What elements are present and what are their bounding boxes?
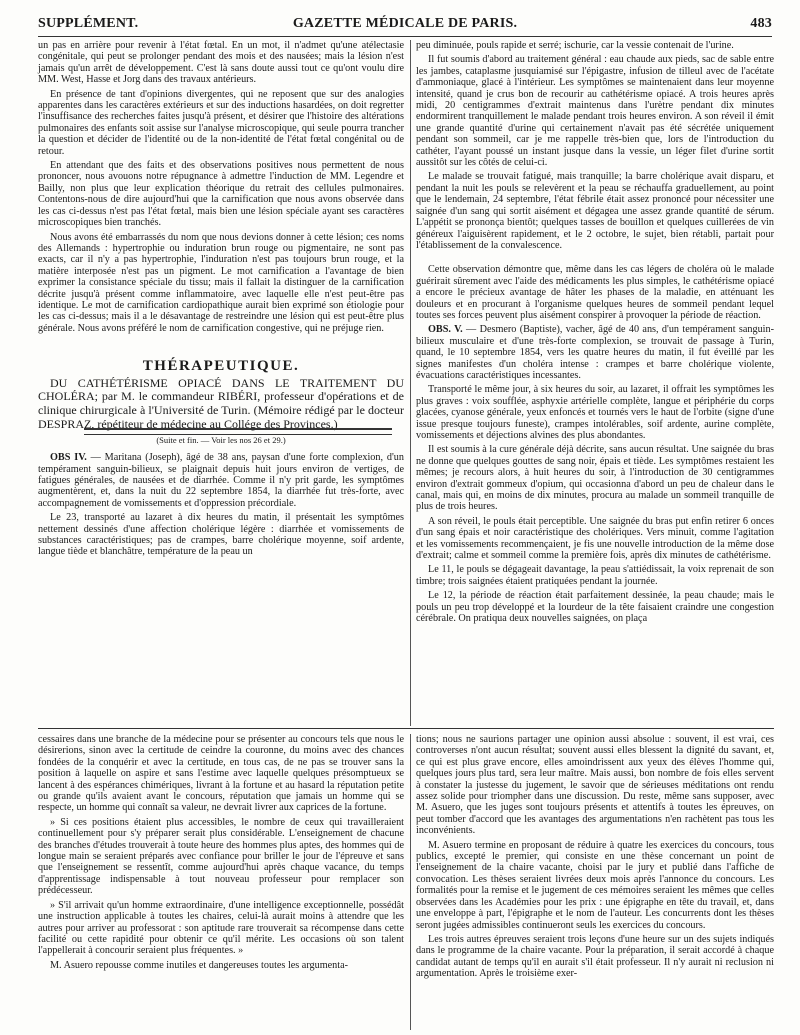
column-top-right [416,40,774,628]
paragraph: tions; nous ne saurions partager une opinion aussi absolue : souvent, il est vrai, ces controverses n'ont aucun résultat; souvent aussi elles blessent la dignité du savant, et, ce qui est plus grave encore, elles amoindrissent aux yeux des élèves l'homme qui, quelques jours plus tard, sera leur maître. Mais aussi, bon nombre de fois elles servent à constater la justesse du jugement, le savoir que de sérieuses méditations ont rendu assez solide pour triompher dans une discussion. Du reste, même sans supposer, avec M. Asuero, que les juges sont toujours présents et attentifs à toutes les épreuves, on peut tomber d'accord que les avantages des argumentations n'en rachètent pas tous les inconvénients. [416,734,774,837]
paragraph: Le 12, la période de réaction était parfaitement dessinée, la peau chaude; mais le pouls un peu trop développé et la lourdeur de la tête faisaient craindre une congestion cérébrale. On pratiqua deux nouvelles saignées, on plaça [416,590,774,625]
page-number: 483 [750,16,772,31]
article-heading: DU CATHÉTÉRISME OPIACÉ DANS LE TRAITEMENT DU CHOLÉRA; par M. le commandeur RIBÉRI, professeur d'opérations et de clinique chirurgicale à l'Université de Turin. (Mémoire rédigé par le docteur DESPRAZ, répétiteur de médecine au Collége des Provinces.) [38,375,404,431]
paragraph: M. Asuero termine en proposant de réduire à quatre les exercices du concours, tous publics, excepté le premier, qui consiste en une thèse concernant un point de l'enseignement de la chaire vacante, choisi par le jury et publié dans l'affiche de convocation. Les thèses seraient livrées deux mois après l'annonce du concours. Les formalités pour la remise et le jugement de ces mémoires seraient les mêmes que celles observées dans les Académies pour les prix : une épigraphe en tête du travail, et, dans une enveloppe à part, l'épigraphe et le nom de l'auteur. Les concurrents dont les thèses seront jugées admissibles continueront seuls les exercices du concours. [416,839,774,931]
paragraph: Le 23, transporté au lazaret à dix heures du matin, il présentait les symptômes nettement dessinés d'une affection cholérique légère : diarrhée et vomissements de substances caractéristiques; pas de crampes, barre cholérique moyenne, soif ardente, langue tiède et blanchâtre, température de la peau un [38,512,404,558]
paragraph: peu diminuée, pouls rapide et serré; ischurie, car la vessie contenait de l'urine. [416,40,734,51]
observation-text: — Desmero (Baptiste), vacher, âgé de 40 ans, d'un tempérament sanguin-bilieux musculaire et d'une très-forte complexion, se trouvait de passage à Turin, quand, le 10 septembre 1854, vers les quatre heures du matin, il fut éveillé par les signes manifestes d'un choléra intense : crampes et barre cholérique violente, évacuations caractéristiques incessantes. [416,324,774,381]
observation-text: — Maritana (Joseph), âgé de 38 ans, paysan d'une forte complexion, d'un tempérament sanguin-bilieux, se plaignait depuis huit jours environ de vertiges, de fatigues générales, de nausées et de diarrhée. Comme il n'y prit garde, les symptômes augmentèrent, et, dans la nuit du 22 septembre 1854, la diarrhée fut très-forte, avec accompagnement de vomissements et d'oppression précordiale. [38,452,404,509]
horizontal-rule [38,728,774,729]
section-title: THÉRAPEUTIQUE. [142,358,300,375]
header-journal-title: GAZETTE MÉDICALE DE PARIS. [292,16,518,31]
observation-label: OBS IV. [50,452,87,464]
continuation-note: (Suite et fin. — Voir les nos 26 et 29.) [156,434,286,445]
paragraph: » S'il arrivait qu'un homme extraordinaire, d'une intelligence exceptionnelle, possédât une instruction applicable à toutes les chaires, celui-là aurait moins à attendre que les autres pour arriver au professorat : son aptitude rare trouverait sa récompense dans cette facilité ou cette rapidité pour obtenir ce qu'il mérite. Les occasions où son talent l'appellerait à concourir seraient plus fréquentes. » [38,899,404,957]
paragraph: M. Asuero repousse comme inutiles et dangereuses toutes les argumenta- [50,959,349,971]
paragraph: Cette observation démontre que, même dans les cas légers de choléra où le malade guérirait sûrement avec l'aide des médicaments les plus simples, le cathétérisme opiacé a encore le précieux avantage de hâter les phases de la maladie, en atténuant les douleurs et en procurant à l'organisme quelques heures de sommeil pendant lequel toutes ses forces peuvent plus aisément conspirer à provoquer la période de réaction. [416,264,774,321]
page-header [38,14,772,38]
observation-label: OBS. V. [428,324,463,336]
paragraph: Il est soumis à la cure générale déjà décrite, sans aucun résultat. Une saignée du bras ne donne que quelques gouttes de sang noir, épais et tiède. Les symptômes restaient les mêmes; je recours alors, à huit heures du soir, à l'introduction de 30 centigrammes environ d'extrait gommeux d'opium, qui occasionna d'abord un peu de chaleur dans le canal, mais qui, en moins de dix minutes, procura au malade un sommeil tranquille de plus de trois heures. [416,444,774,513]
paragraph: » Si ces positions étaient plus accessibles, le nombre de ceux qui travailleraient continuellement pour s'y préparer serait plus considérable. L'enseignement de chacune des branches d'études trouverait à toute heure des hommes plus aptes, des hommes qui de longue main se seraient préparés avec confiance pour briller le jour de l'épreuve et sans que l'enseignement se ressentît, comme aujourd'hui après chaque vacance, du temps d'apprentissage indispensable à tout nouveau professeur pour remplacer son prédécesseur. [38,816,404,897]
paragraph: Les trois autres épreuves seraient trois leçons d'une heure sur un des sujets indiqués dans le programme de la chaire vacante. Pour la préparation, il serait accordé à chaque candidat autant de temps qu'il en aurait s'il était professeur. Il n'y aurait ni reclusion ni argumentation. Après le troisième exer- [416,933,774,980]
paragraph: un pas en arrière pour revenir à l'état fœtal. En un mot, il n'admet qu'une atélectasie congénitale, qui peut se prolonger pendant des mois et des nausées; mais la lésion n'est jamais qu'un arrêt de développement. C'est là sans doute aussi tout ce qu'ont voulu dire MM. West, Hasse et Jorg dans des travaux antérieurs. [38,40,404,86]
paragraph: Transporté le même jour, à six heures du soir, au lazaret, il offrait les symptômes les plus graves : voix soufflée, asphyxie artérielle complète, langue et périphérie du corps glacées, cyanose générale, yeux enfoncés et tournés vers le haut de l'orbite (signe d'une issue presque toujours funeste), crampes intolérables, soif ardente, aurine complète, vomissements et déjections alvines des plus abondantes. [416,384,774,441]
header-supplement: SUPPLÉMENT. [38,16,139,31]
header-rule [38,36,772,37]
paragraph: Le 11, le pouls se dégageait davantage, la peau s'attiédissait, la voix reprenait de son timbre; trois saignées étaient pratiquées pendant la journée. [416,564,774,587]
column-bottom-left [38,734,404,974]
column-bottom-right [416,734,774,983]
column-rule [410,40,411,726]
column-top-left [38,40,404,561]
paragraph: Il fut soumis d'abord au traitement général : eau chaude aux pieds, sac de sable entre les jambes, cataplasme jusquiamisé sur l'épigastre, infusion de tilleul avec de l'acétate d'ammoniaque, glacé à l'intérieur. Les symptômes se maintenaient dans leur moyenne intensité, quand je crus bon de recourir au cathétérisme opiacé. A trois heures après midi, 20 centigrammes d'extrait maintenus dans l'urètre pendant dix minutes endormirent tranquillement le malade pendant trois heures environ. A son réveil il émit une grande quantité d'urine qui certainement n'avait pas été sécrétée uniquement pendant son sommeil, car je me rappelle très-bien que, lors de l'introduction du cathéter, l'ayant poussé un instant jusque dans la vessie, un léger filet d'urine sortit aussitôt sur les côtés de celui-ci. [416,54,774,169]
paragraph: En attendant que des faits et des observations positives nous permettent de nous prononcer, nous avouons notre répugnance à admettre l'induction de MM. Legendre et Bailly, non plus que leur explication théorique du retrait des cellules pulmonaires. Contentons-nous de dire aujourd'hui que la carnification que nous avons observée dans les cas ci-dessus n'est pas l'état fœtal, mais bien une lésion spéciale ayant ses caractères microscopiques bien tranchés. [38,160,404,229]
paragraph: Nous avons été embarrassés du nom que nous devions donner à cette lésion; ces noms des Allemands : hypertrophie ou induration brun rouge ou pigmentaire, ne sont pas exacts, car il n'y a pas hypertrophie, l'induration n'est pas toujours brun rouge, et la matière interposée n'est pas un pigment. Le mot carnification a l'avantage de bien exprimer la consistance spéciale du tissu; mais il fallait la distinguer de la carnification décrite jusqu'à présent comme inflammatoire, avec laquelle elle n'est peut-être pas identique. Le mot de carnification cardiopathique aurait bien exprimé son étiologie pour les cas ci-dessus; mais il a le désavantage de restreindre une lésion qui est peut-être plus générale. Nous avons préféré le nom de carnification congestive, qui ne préjuge rien. [38,231,404,334]
paragraph: cessaires dans une branche de la médecine pour se présenter au concours tels que nous le désirerions, sinon avec la certitude de ceindre la couronne, du moins avec des chances fondées de la conquérir et avec la certitude, en tous cas, de ne pas se trouver sans la position à laquelle on aspire et sans l'estime avec laquelle quelques présomptueux se lancent à des espérances chimériques, livrant à la fortune et au hasard la réputation petite ou grande qu'ils avaient avant le concours, réputation que jamais un homme qui se respecte, un homme qui connaît sa valeur, ne devrait livrer aux caprices de la fortune. [38,734,404,814]
paragraph: A son réveil, le pouls était perceptible. Une saignée du bras put enfin retirer 6 onces d'un sang épais et noir caractéristique des cholériques. Vers minuit, comme l'agitation et les vomissements recommençaient, je fis une nouvelle introduction de la même dose d'extrait; calme et sommeil comme la première fois, après dix minutes de cathétérisme. [416,515,774,562]
column-rule [410,734,411,1030]
section-divider [84,428,392,435]
paragraph: Le malade se trouvait fatigué, mais tranquille; la barre cholérique avait disparu, et pendant la nuit les pouls se relevèrent et la peau se réchauffa graduellement, au point que le lendemain, 24 septembre, l'état fébrile était assez prononcé pour nécessiter une saignée d'un sang qui sortit aisément et dégagea une assez grande quantité de sérum. L'appétit se prononça bientôt; quelques tasses de bouillon et quelques cuillerées de vin généreux l'aiguisèrent rapidement, et le 2 octobre, le sujet, bien rétabli, partait pour l'établissement de la convalescence. [416,171,774,251]
paragraph: En présence de tant d'opinions divergentes, qui ne reposent que sur des analogies apparentes dans les caractères extérieurs et sur des inductions hasardées, on doit regretter l'insuffisance des recherches faites jusqu'à présent, et désirer que l'histoire des altérations pulmonaires des enfants soit assise sur l'analyse microscopique, qui seule pourra trancher la question et décider de l'identité ou de la non-identité de l'état fœtal congénital ou de retour. [38,88,404,157]
